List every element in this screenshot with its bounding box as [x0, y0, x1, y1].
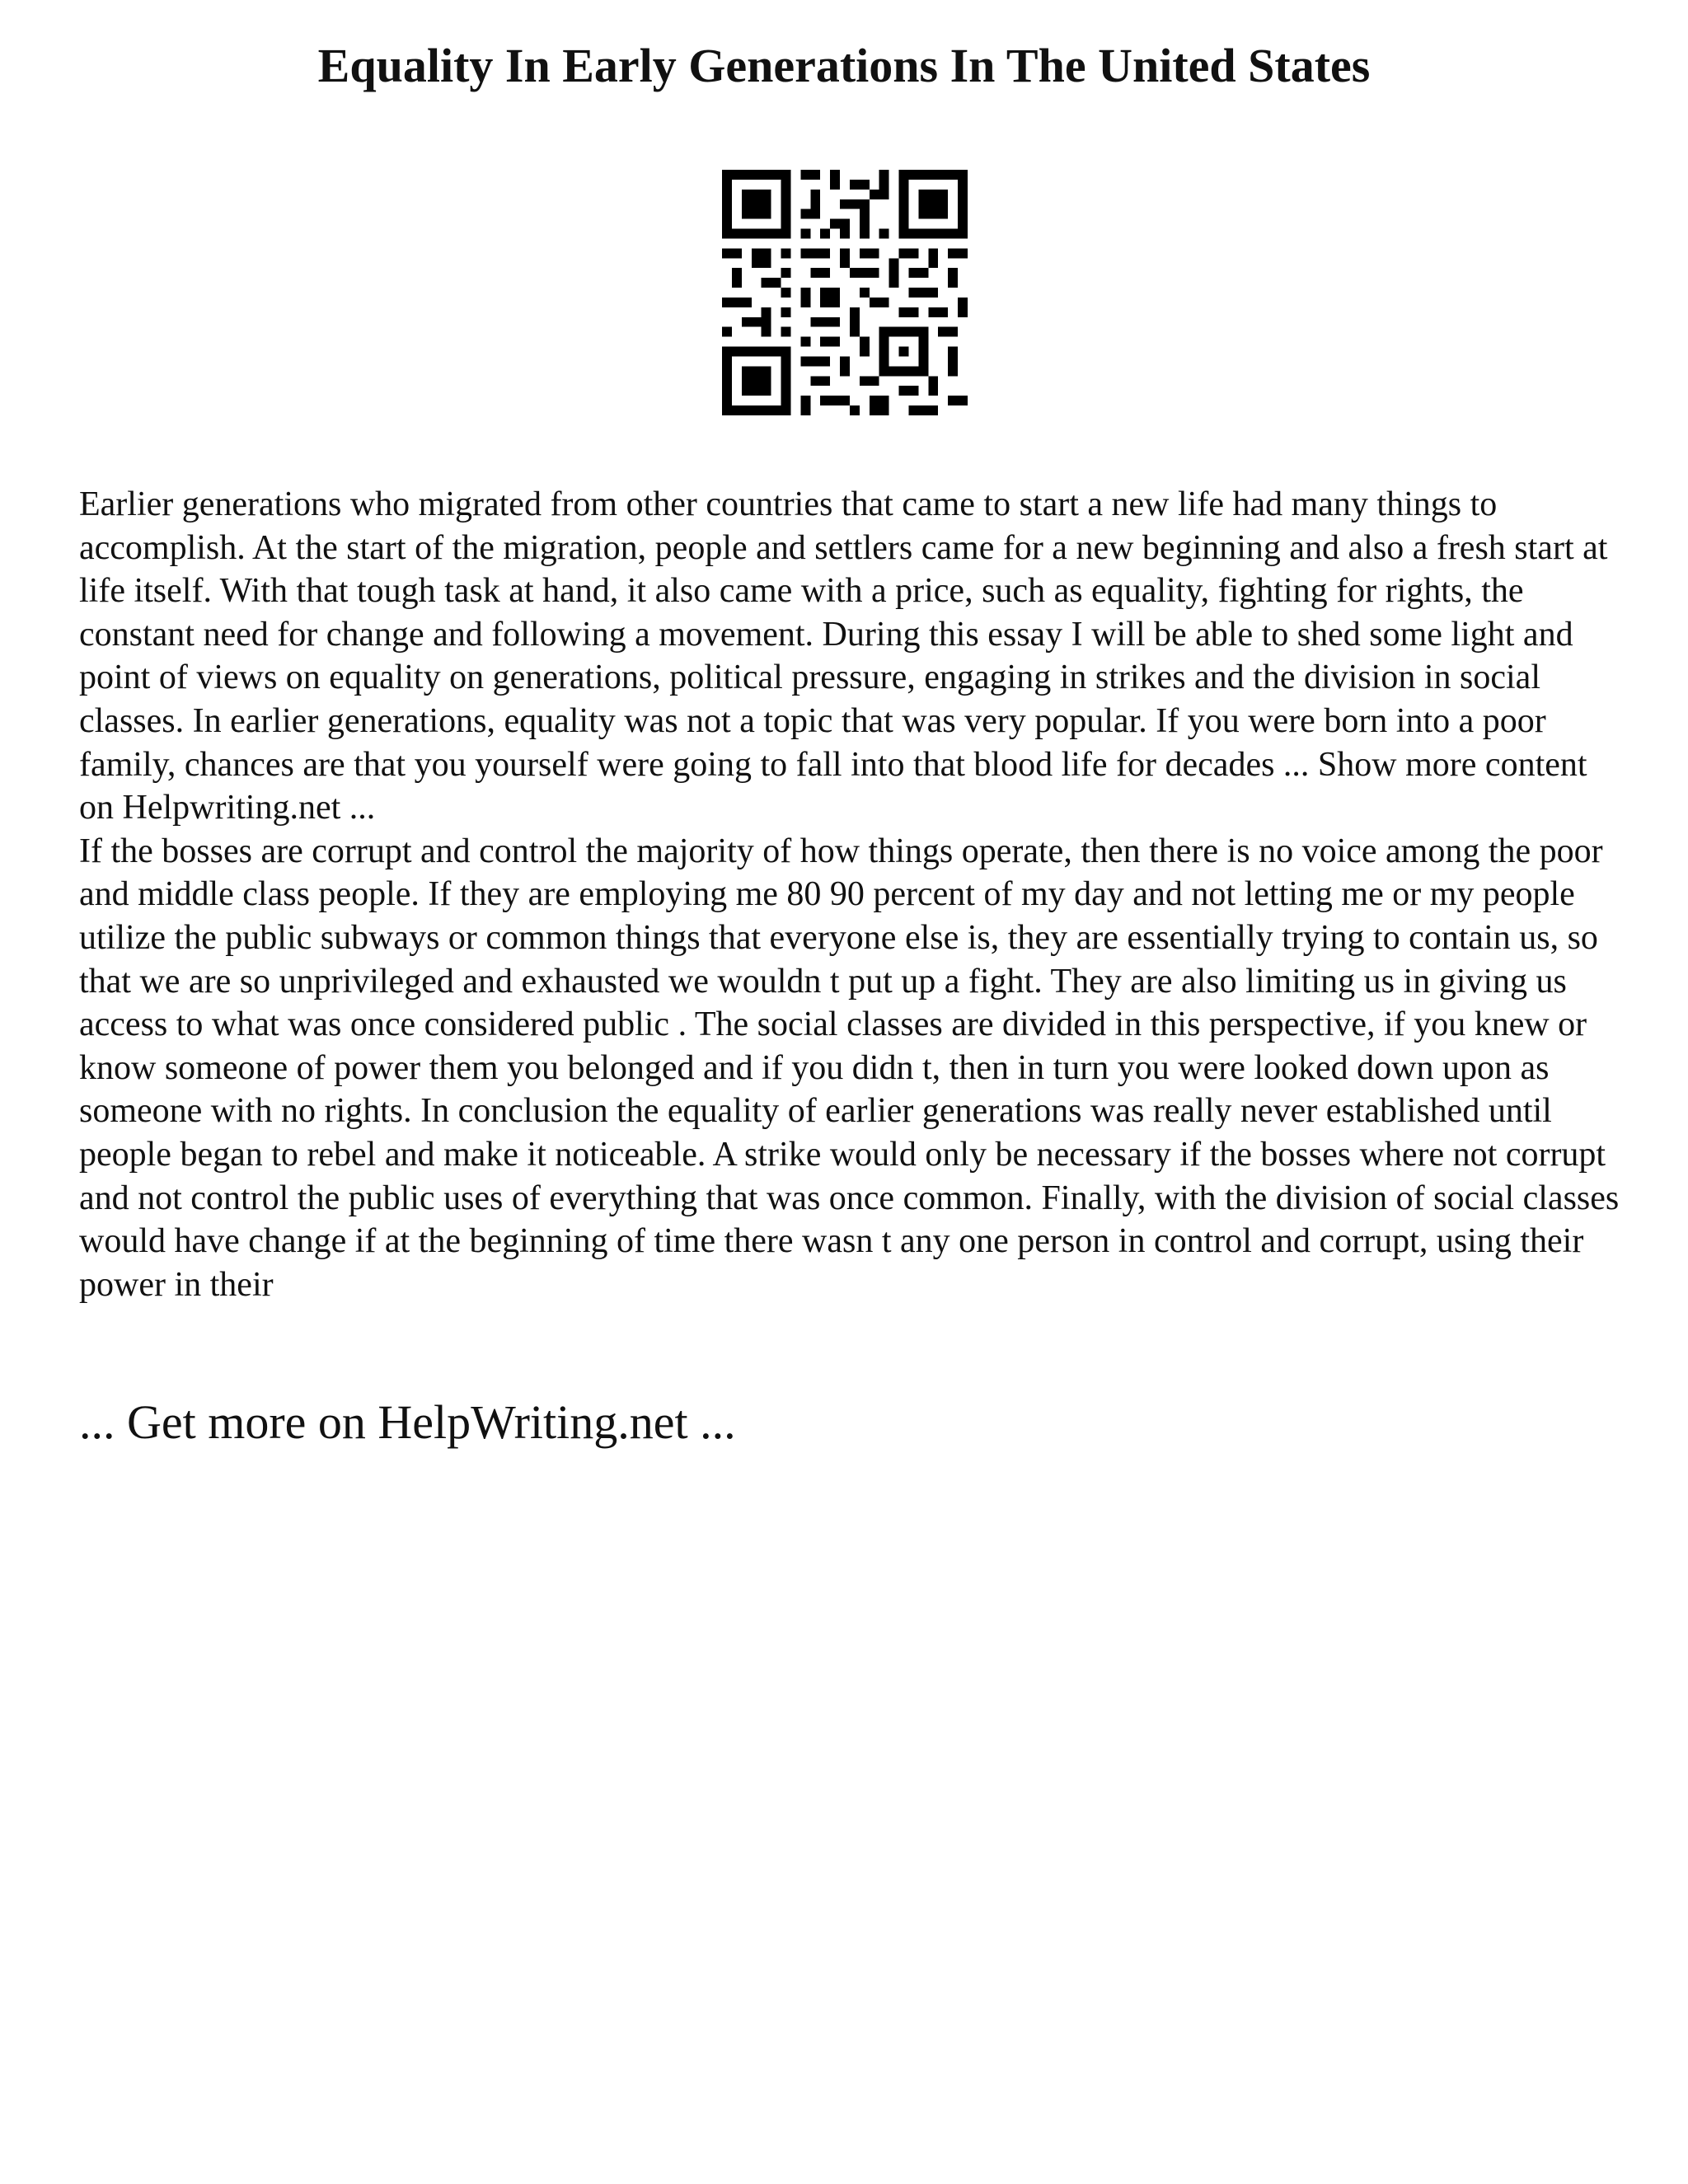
qr-code-icon: [722, 170, 968, 415]
essay-body: [79, 483, 1629, 1306]
essay-paragraph: Earlier generations who migrated from other countries that came to start a new life had many things to accomplish. At the start of the migration, people and settlers came for a new beginning and also a fresh start at life itself. With that tough task at hand, it also came with a price, such as equality, fighting for rights, the constant need for change and following a movement. During this essay I will be able to shed some light and point of views on equality on generations, political pressure, engaging in strikes and the division in social classes. In earlier generations, equality was not a topic that was very popular. If you were born into a poor family, chances are that you yourself were going to fall into that blood life for decades ... Show more content on Helpwriting.net ...: [79, 485, 1608, 827]
essay-paragraph: If the bosses are corrupt and control the majority of how things operate, then there is no voice among the poor and middle class people. If they are employing me 80 90 percent of my day and not letting me or my people utilize the public subways or common things that everyone else is, they are essentially trying to contain us, so that we are so unprivileged and exhausted we wouldn t put up a fight. They are also limiting us in giving us access to what was once considered public . The social classes are divided in this perspective, if you knew or know someone of power them you belonged and if you didn t, then in turn you were looked down upon as someone with no rights. In conclusion the equality of earlier generations was really never established until people began to rebel and make it noticeable. A strike would only be necessary if the bosses where not corrupt and not control the public uses of everything that was once common. Finally, with the division of social classes would have change if at the beginning of time there wasn t any one person in control and corrupt, using their power in their: [79, 832, 1620, 1304]
get-more-link[interactable]: ... Get more on HelpWriting.net ...: [79, 1395, 736, 1449]
page-title: Equality In Early Generations In The United States: [317, 39, 1371, 92]
